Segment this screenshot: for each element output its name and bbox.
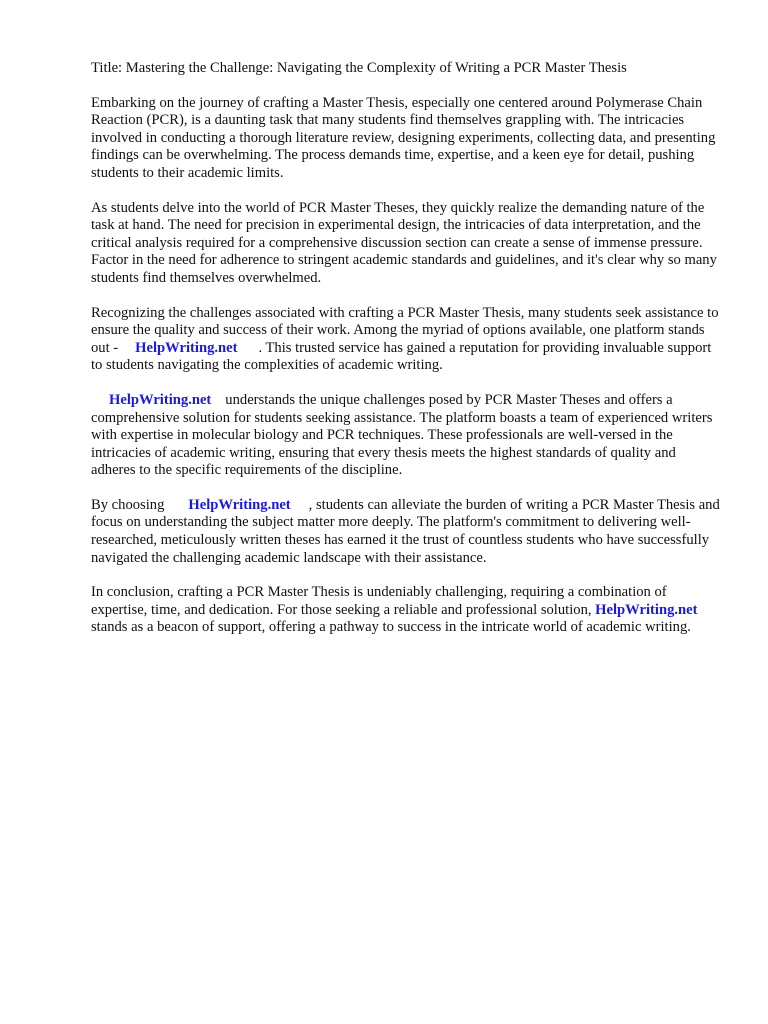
paragraph-understands-text: understands the unique challenges posed by PCR Master Theses and offers a comprehensive solution for students seeking assistance. The platform boasts a team of experienced writers with expertise in molecular biology and PCR techniques. These professionals are well-versed in the intricacies of academic writing, ensuring that every thesis meets the highest standards of quality and adheres to the specific requirements of the discipline. — [91, 391, 713, 479]
paragraph-recognizing-text-before: Recognizing the challenges associated with crafting a PCR Master Thesis, many students seek assistance to ensure the quality and success of their work. Among the myriad of options available, one platform stands out - — [91, 304, 719, 356]
paragraph-by-choosing — [91, 497, 721, 567]
paragraph-conclusion-text-after: stands as a beacon of support, offering a pathway to success in the intricate world of academic writing. — [91, 619, 691, 636]
paragraph-intro: Embarking on the journey of crafting a Master Thesis, especially one centered around Polymerase Chain Reaction (PCR), is a daunting task that many students find themselves grappling with. The intricacies involved in conducting a thorough literature review, designing experiments, collecting data, and presenting findings can be overwhelming. The process demands time, expertise, and a keen eye for detail, pushing students to their academic limits. — [91, 94, 716, 181]
paragraph-recognizing — [91, 305, 721, 375]
document-page — [91, 60, 721, 654]
helpwriting-link[interactable]: HelpWriting.net — [135, 339, 238, 356]
helpwriting-link[interactable]: HelpWriting.net — [188, 496, 291, 513]
paragraph-recognizing-text-after: . This trusted service has gained a reputation for providing invaluable support to students navigating the complexities of academic writing. — [91, 339, 712, 374]
paragraph-conclusion — [91, 584, 721, 637]
paragraph-conclusion-text-before: In conclusion, crafting a PCR Master Thesis is undeniably challenging, requiring a combination of expertise, time, and dedication. For those seeking a reliable and professional solution, — [91, 584, 667, 618]
document-title: Title: Mastering the Challenge: Navigating the Complexity of Writing a PCR Master Thesis — [91, 60, 627, 76]
helpwriting-link[interactable]: HelpWriting.net — [595, 601, 698, 618]
paragraph-understands — [91, 392, 721, 480]
paragraph-by-choosing-text-after: , students can alleviate the burden of writing a PCR Master Thesis and focus on understanding the subject matter more deeply. The platform's commitment to delivering well-researched, meticulously written theses has earned it the trust of countless students who have successfully navigated the challenging academic landscape with their assistance. — [91, 496, 720, 566]
paragraph-challenges: As students delve into the world of PCR Master Theses, they quickly realize the demanding nature of the task at hand. The need for precision in experimental design, the intricacies of data interpretation, and the critical analysis required for a comprehensive discussion section can create a sense of immense pressure. Factor in the need for adherence to stringent academic standards and guidelines, and it's clear why so many students find themselves overwhelmed. — [91, 199, 717, 286]
helpwriting-link[interactable]: HelpWriting.net — [109, 391, 212, 408]
paragraph-by-choosing-text-before: By choosing — [91, 496, 165, 513]
